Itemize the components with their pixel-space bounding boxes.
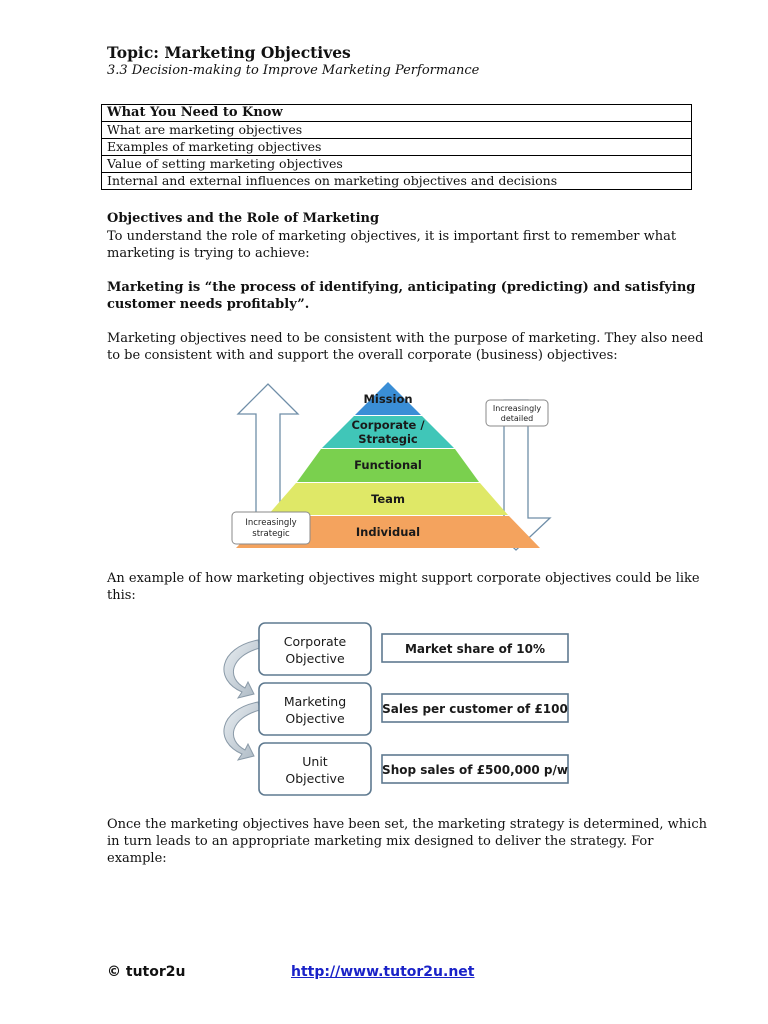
table-cell: What are marketing objectives [102,122,692,139]
intro-paragraph: To understand the role of marketing objectives, it is important first to remember what marketing is trying to achieve: [107,229,677,261]
corporate-objective-box [259,623,371,675]
table-header: What You Need to Know [102,105,692,122]
increasingly-detailed-label-2: detailed [500,414,534,423]
pyramid-label-mission: Mission [363,392,413,406]
definition-paragraph: Marketing is “the process of identifying, anticipating (predicting) and satisfying customer needs profitably”. [107,280,696,312]
cascade-arrow-2 [224,702,260,760]
corporate-example-text: Market share of 10% [404,642,546,656]
pyramid-label-individual: Individual [355,525,421,539]
table-cell: Internal and external influences on marketing objectives and decisions [102,173,692,190]
unit-example-text: Shop sales of £500,000 p/w [382,763,568,777]
increasingly-strategic-label-2: strategic [252,529,290,539]
pyramid-label-functional: Functional [354,458,422,472]
unit-objective-line2: Objective [285,771,345,786]
table-row [102,139,692,156]
corporate-objective-line2: Objective [285,651,345,666]
marketing-example-text: Sales per customer of £100 [382,702,568,716]
objectives-pyramid-diagram [228,378,558,553]
example-intro-paragraph: An example of how marketing objectives might support corporate objectives could be like this: [107,571,700,603]
unit-objective-box [259,743,371,795]
increasingly-detailed-label-1: Increasingly [492,404,542,413]
corporate-objective-line1: Corporate [283,634,347,649]
table-cell: Value of setting marketing objectives [102,156,692,173]
pyramid-label-team: Team [371,492,405,506]
marketing-objective-line1: Marketing [283,694,347,709]
marketing-objective-box [259,683,371,735]
pyramid-label-corporate: Corporate / [351,418,425,432]
footer-copyright: © tutor2u [107,964,186,980]
unit-objective-line1: Unit [302,754,328,769]
pyramid-label-strategic: Strategic [358,432,418,446]
closing-paragraph: Once the marketing objectives have been set, the marketing strategy is determined, which in turn leads to an appropriate marketing mix designed to deliver the strategy. For example: [107,817,707,866]
section-heading: Objectives and the Role of Marketing [107,211,380,226]
increasingly-strategic-label-1: Increasingly [245,518,297,528]
table-row [102,156,692,173]
increasingly-strategic-callout [232,512,310,544]
cascade-arrow-1 [224,640,260,698]
need-to-know-table [101,104,692,190]
marketing-objective-line2: Objective [285,711,345,726]
table-row [102,173,692,190]
table-cell: Examples of marketing objectives [102,139,692,156]
page-subtitle: 3.3 Decision-making to Improve Marketing Performance [107,63,480,78]
table-row [102,105,692,122]
page-title: Topic: Marketing Objectives [107,43,351,62]
consistency-paragraph: Marketing objectives need to be consistent with the purpose of marketing. They also need to be consistent with and support the overall corporate (business) objectives: [107,331,704,363]
objectives-cascade-diagram [200,618,580,802]
table-row [102,122,692,139]
footer-link[interactable]: http://www.tutor2u.net [291,964,475,980]
